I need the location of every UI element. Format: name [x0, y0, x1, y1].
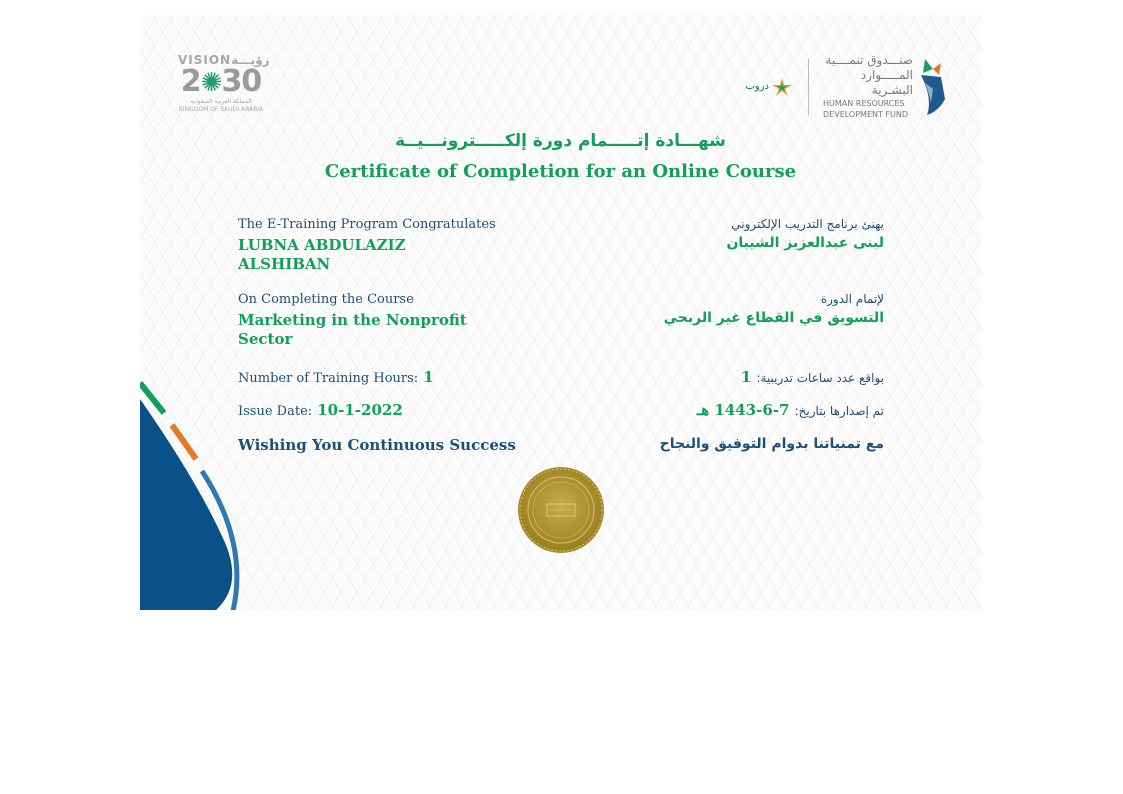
star-burst-icon — [772, 78, 792, 96]
certificate-title-ar: شهـــادة إتـــــمام دورة إلكـــــترونـــيــة — [395, 131, 726, 151]
program-mark-text: دروب — [745, 81, 769, 92]
course-label-en: On Completing the Course — [238, 292, 414, 307]
hours-ar-row — [614, 367, 884, 386]
certificate-title-en: Certificate of Completion for an Online Course — [324, 161, 797, 182]
course-name-ar: التسويق في القطاع غير الربحي — [663, 310, 884, 326]
wish-en-row — [238, 436, 516, 454]
vision-flower-icon: ✺ — [200, 68, 222, 98]
vision-ar-text: رؤيـــة — [231, 53, 270, 67]
hours-value-ar: 1 — [740, 368, 752, 386]
issue-label-ar: تم إصدارها بتاريخ: — [794, 404, 884, 418]
congrats-ar-block — [614, 217, 884, 251]
issue-ar-row — [614, 400, 884, 419]
hours-en-row — [238, 367, 508, 386]
issue-date-en: 10-1-2022 — [317, 401, 403, 419]
congrats-label-en: The E-Training Program Congratulates — [238, 217, 496, 232]
hours-label-ar: بواقع عدد ساعات تدريبية: — [756, 371, 884, 385]
hrdf-logo — [745, 53, 945, 120]
recipient-name-ar: لبنى عبدالعزيز الشيبان — [726, 235, 884, 251]
logo-divider — [808, 59, 809, 115]
hrdf-name-en-1: HUMAN RESOURCES — [823, 99, 905, 108]
issue-date-ar: 7-6-1443 هـ — [696, 401, 790, 419]
issue-en-row — [238, 400, 508, 419]
wish-ar: مع تمنياتنا بدوام التوفيق والنجاح — [659, 436, 884, 452]
vision-country-en: KINGDOM OF SAUDI ARABIA — [178, 106, 264, 113]
wish-en: Wishing You Continuous Success — [238, 436, 516, 454]
congrats-en-block — [238, 217, 508, 274]
e-training-program-logo — [745, 78, 792, 96]
vision-year: 2✺30 — [180, 64, 262, 99]
hours-label-en: Number of Training Hours: — [238, 371, 419, 386]
course-ar-block — [614, 292, 884, 326]
recipient-name-en: LUBNA ABDULAZIZ ALSHIBAN — [238, 236, 406, 273]
vision-2030-logo — [178, 53, 270, 114]
hrdf-emblem-icon — [919, 59, 945, 115]
vision-country-ar: المملكة العربية السعودية — [190, 98, 252, 105]
wish-ar-row — [614, 436, 884, 452]
decorative-drop-shape — [140, 375, 250, 610]
hrdf-name-en-2: DEVELOPMENT FUND — [823, 110, 909, 119]
vision-en-text: VISION — [178, 53, 232, 67]
certificate — [140, 15, 981, 610]
course-label-ar: لإتمام الدورة — [820, 292, 884, 306]
hrdf-name-ar: صنـــدوق تنمــــية المـــــوارد البشـرية — [825, 53, 913, 97]
hours-value-en: 1 — [423, 368, 434, 386]
course-en-block — [238, 292, 508, 349]
gold-seal-icon — [517, 466, 605, 554]
issue-label-en: Issue Date: — [238, 404, 313, 419]
course-name-en: Marketing in the Nonprofit Sector — [238, 311, 467, 348]
congrats-label-ar: يهنئ برنامج التدريب الإلكتروني — [731, 217, 884, 231]
